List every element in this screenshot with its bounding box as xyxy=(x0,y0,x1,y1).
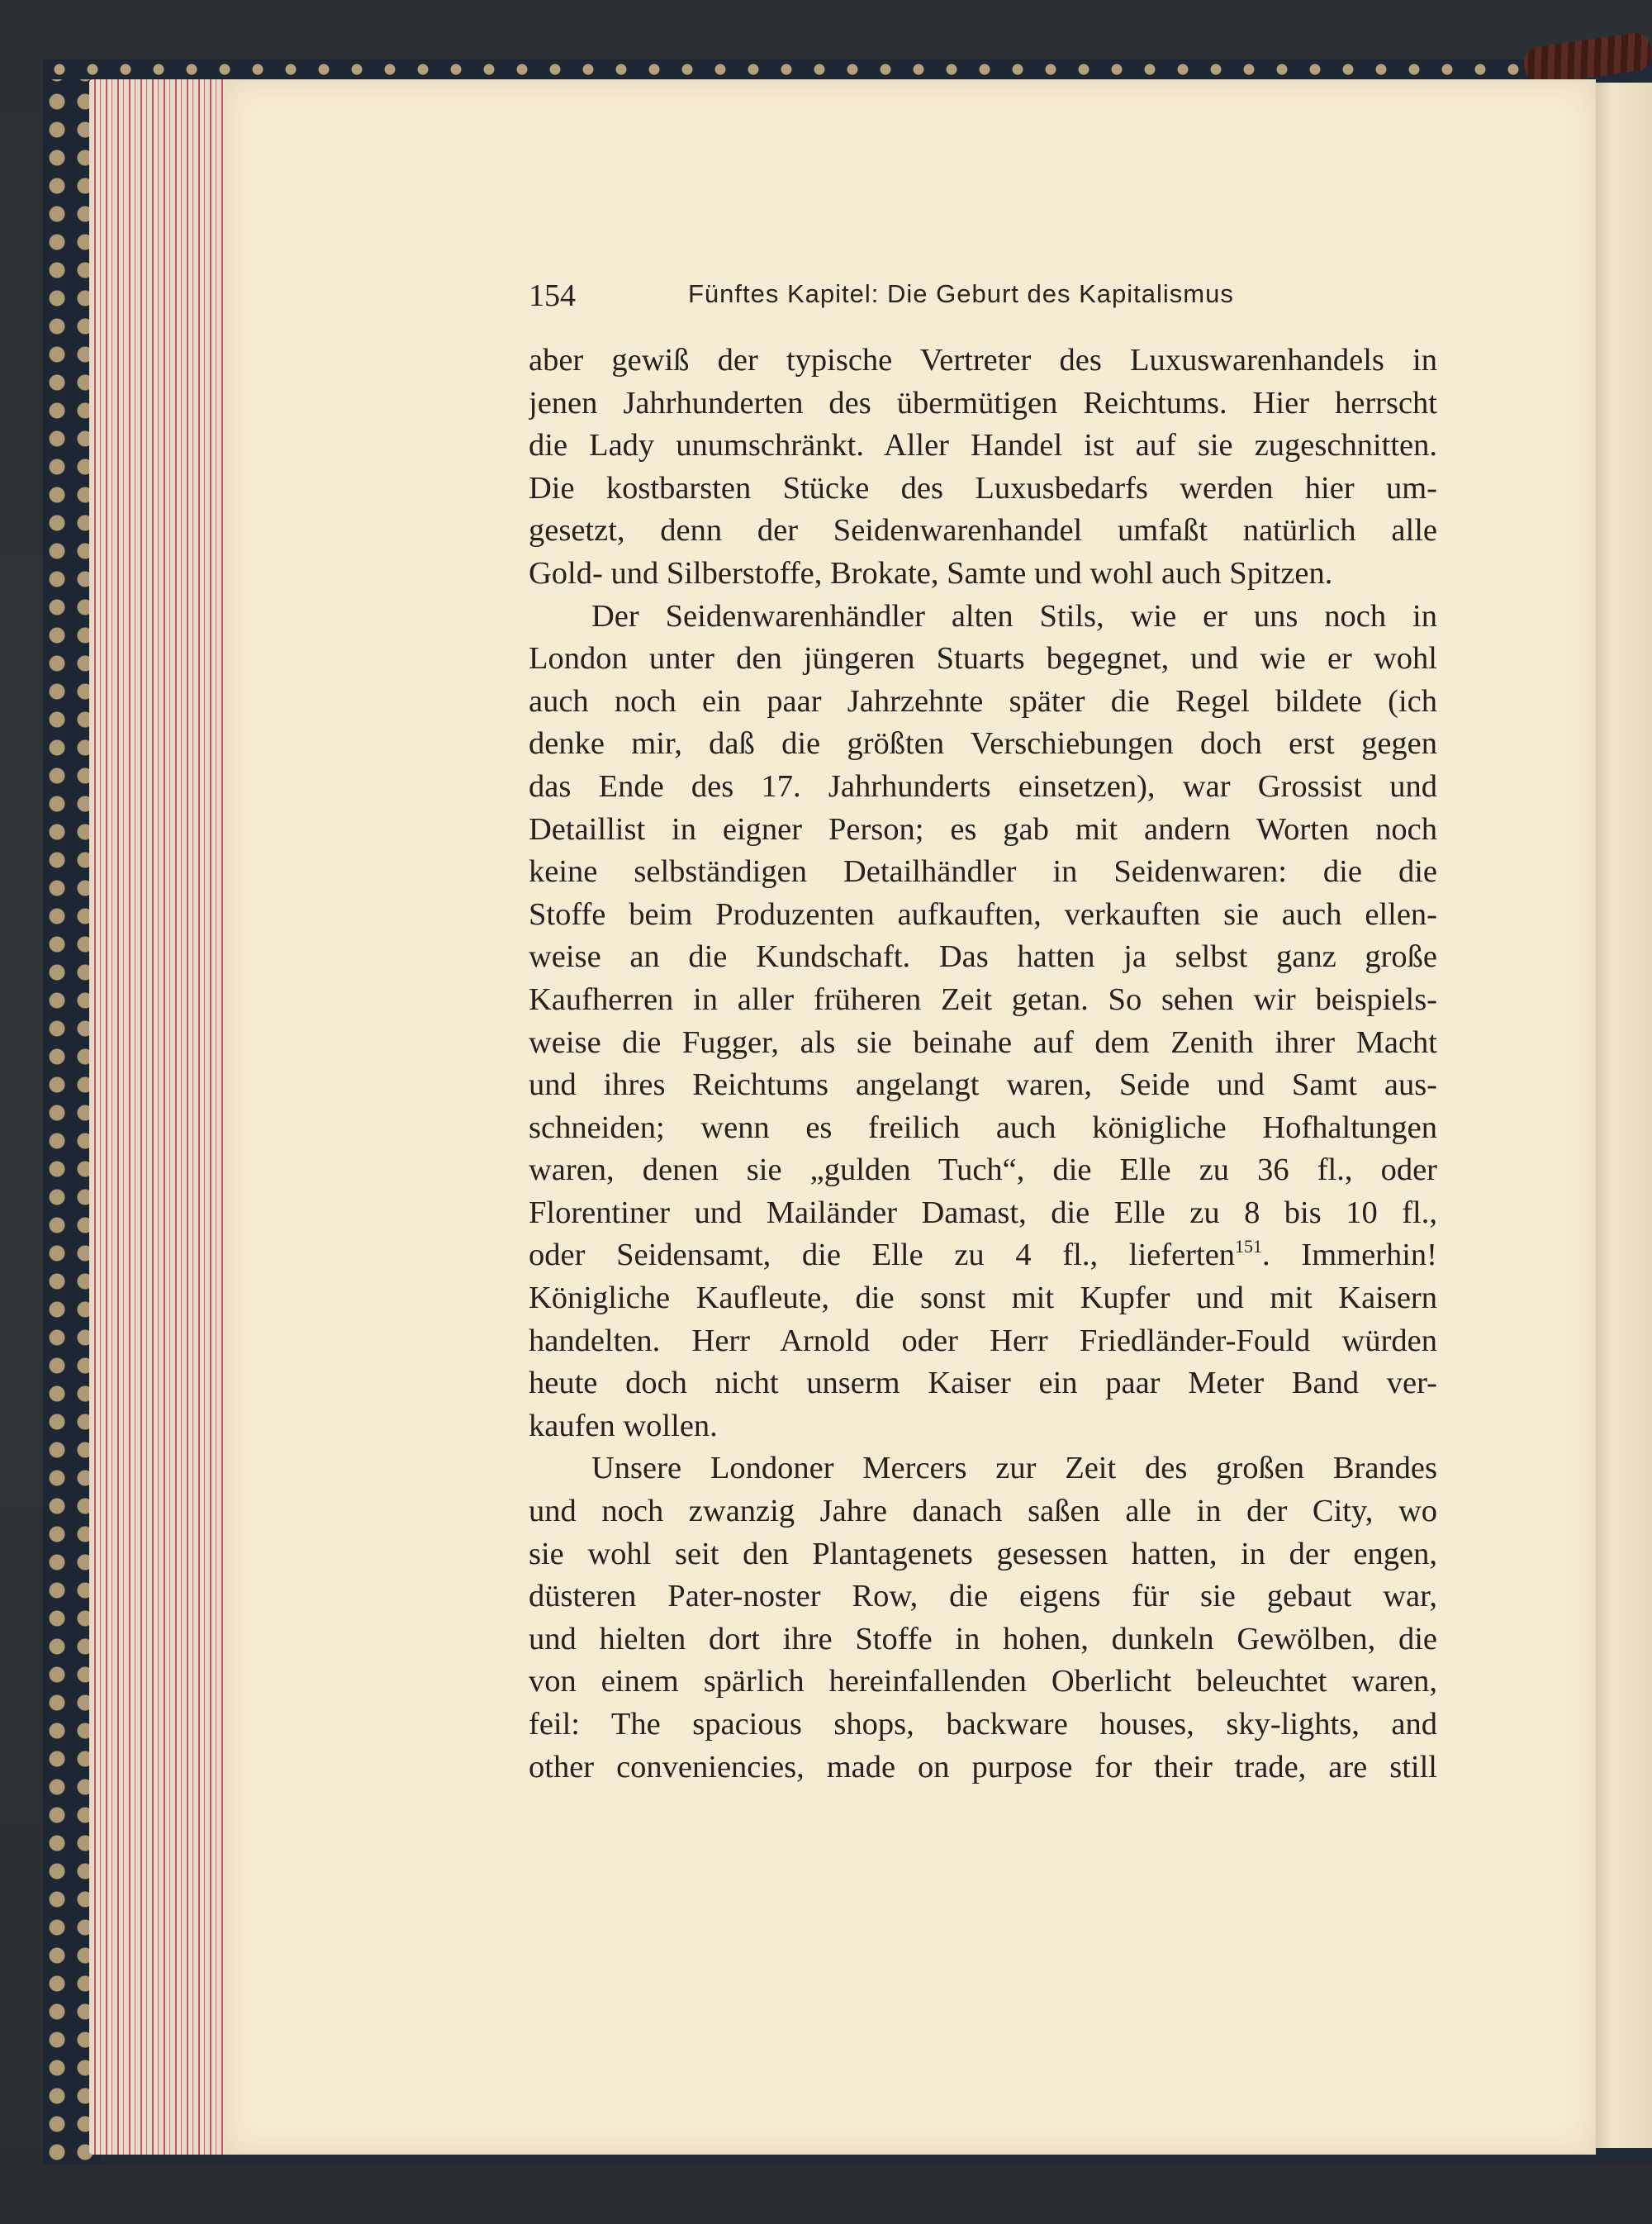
cover-top-pattern xyxy=(43,59,1596,79)
text-line: Unsere Londoner Mercers zur Zeit des großen Brandes xyxy=(591,1451,1437,1486)
text-line: gesetzt, denn der Seidenwarenhandel umfaßt natürlich alle xyxy=(529,513,1437,549)
body-text xyxy=(529,340,1437,1789)
text-line: Königliche Kaufleute, die sonst mit Kupfer und mit Kaisern xyxy=(529,1281,1437,1316)
text-line-with-footnote xyxy=(529,1234,1437,1277)
text-line: Florentiner und Mailänder Damast, die Elle zu 8 bis 10 fl., xyxy=(529,1195,1437,1230)
text-line: handelten. Herr Arnold oder Herr Friedländer-Fould würden xyxy=(529,1323,1437,1358)
text-line: auch noch ein paar Jahrzehnte später die Regel bildete (ich xyxy=(529,683,1437,719)
text-fragment: . Immerhin! xyxy=(1262,1238,1437,1273)
text-line: weise die Fugger, als sie beinahe auf dem Zenith ihrer Macht xyxy=(529,1024,1437,1060)
page-edges xyxy=(89,79,230,2155)
running-title: Fünftes Kapitel: Die Geburt des Kapitalismus xyxy=(688,279,1234,308)
text-line: jenen Jahrhunderten des übermütigen Reichtums. Hier herrscht xyxy=(529,385,1437,421)
text-line: other conveniencies, made on purpose for their trade, are still xyxy=(529,1749,1437,1784)
facing-page-edge xyxy=(1596,83,1652,2148)
text-line: Die kostbarsten Stücke des Luxusbedarfs werden hier um- xyxy=(529,470,1437,506)
text-line: keine selbständigen Detailhändler in Seidenwaren: die die xyxy=(529,854,1437,890)
text-line: denke mir, daß die größten Verschiebungen doch erst gegen xyxy=(529,726,1437,762)
text-line: und hielten dort ihre Stoffe in hohen, dunkeln Gewölben, die xyxy=(529,1621,1437,1656)
text-line: Kaufherren in aller früheren Zeit getan. So sehen wir beispiels- xyxy=(529,981,1437,1017)
text-fragment: oder Seidensamt, die Elle zu 4 fl., lieferten xyxy=(529,1238,1236,1273)
text-line: düsteren Pater-noster Row, die eigens für sie gebaut war, xyxy=(529,1579,1437,1614)
text-line: London unter den jüngeren Stuarts begegnet, und wie er wohl xyxy=(529,641,1437,677)
text-line: Der Seidenwarenhändler alten Stils, wie er uns noch in xyxy=(591,598,1437,634)
text-line: sie wohl seit den Plantagenets gesessen hatten, in der engen, xyxy=(529,1536,1437,1571)
page-number: 154 xyxy=(529,278,576,313)
text-line: und ihres Reichtums angelangt waren, Seide und Samt aus- xyxy=(529,1067,1437,1103)
running-head xyxy=(529,278,1437,316)
text-line: kaufen wollen. xyxy=(529,1408,718,1443)
text-line: Stoffe beim Produzenten aufkauften, verkauften sie auch ellen- xyxy=(529,896,1437,932)
footnote-marker: 151 xyxy=(1235,1236,1263,1257)
text-line: feil: The spacious shops, backware houses, sky-lights, and xyxy=(529,1707,1437,1742)
text-line: weise an die Kundschaft. Das hatten ja selbst ganz große xyxy=(529,939,1437,975)
text-line: die Lady unumschränkt. Aller Handel ist auf sie zugeschnitten. xyxy=(529,428,1437,463)
text-line: von einem spärlich hereinfallenden Oberlicht beleuchtet waren, xyxy=(529,1664,1437,1699)
text-line: das Ende des 17. Jahrhunderts einsetzen), war Grossist und xyxy=(529,768,1437,804)
text-line: schneiden; wenn es freilich auch königliche Hofhaltungen xyxy=(529,1110,1437,1145)
text-line: und noch zwanzig Jahre danach saßen alle in der City, wo xyxy=(529,1494,1437,1529)
text-line: aber gewiß der typische Vertreter des Luxuswarenhandels in xyxy=(529,343,1437,378)
text-line: waren, denen sie „gulden Tuch“, die Elle zu 36 fl., oder xyxy=(529,1152,1437,1188)
text-line: Detaillist in eigner Person; es gab mit andern Worten noch xyxy=(529,811,1437,847)
text-line: Gold- und Silberstoffe, Brokate, Samte und wohl auch Spitzen. xyxy=(529,555,1333,591)
text-line: heute doch nicht unserm Kaiser ein paar Meter Band ver- xyxy=(529,1366,1437,1401)
